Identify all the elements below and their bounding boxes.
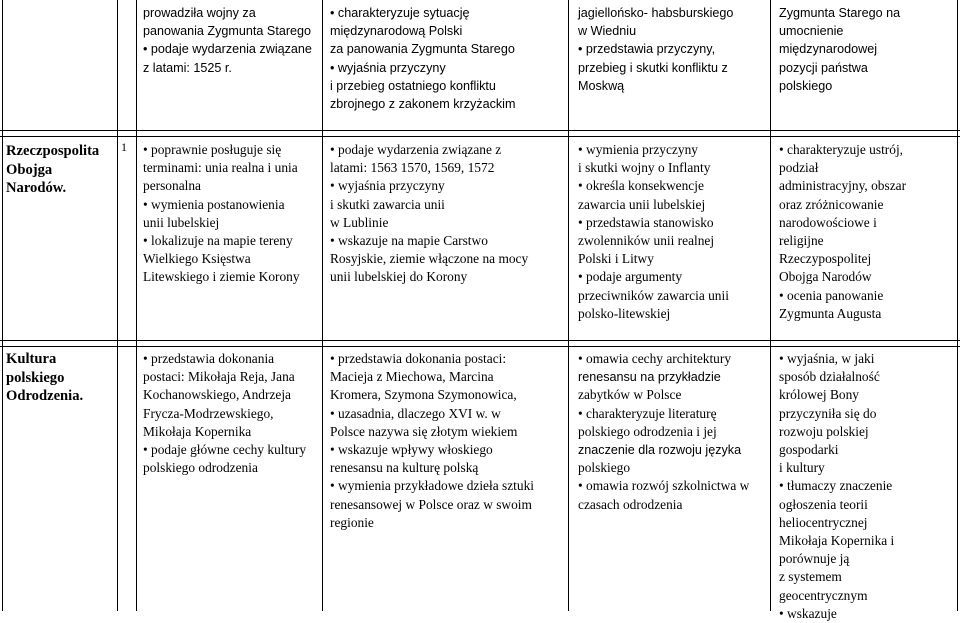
row-2-col-1 <box>143 350 321 608</box>
cell-line: królowej Bony <box>779 387 859 403</box>
row-1-col-1 <box>143 141 321 337</box>
cell-line: • charakteryzuje literaturę <box>578 405 717 421</box>
row-1-col-4 <box>779 141 955 337</box>
cell-line: z systemem <box>779 569 842 585</box>
cell-line: prowadziła wojny za <box>143 6 256 20</box>
cell-line: Wielkiego Księstwa <box>143 251 251 267</box>
row-2-col-3 <box>578 350 768 608</box>
cell-line: • lokalizuje na mapie tereny <box>143 233 293 249</box>
cell-line: postaci: Mikołaja Reja, Jana <box>143 369 295 385</box>
cell-line: międzynarodową Polski <box>330 24 463 39</box>
cell-line: zwolenników unii realnej <box>578 233 715 249</box>
cell-line: Polsce nazywa się złotym wiekiem <box>330 423 518 439</box>
cell-line: unii lubelskiej do Korony <box>330 269 468 285</box>
cell-line: • przedstawia przyczyny, <box>578 42 716 57</box>
cell-line: • wyjaśnia przyczyny <box>330 178 445 194</box>
cell-line: Polski i Litwy <box>578 251 654 267</box>
cell-line: polskiego odrodzenia <box>143 460 258 476</box>
cell-line: przebieg i skutki konfliktu z <box>578 60 728 75</box>
cell-line: międzynarodowej <box>779 42 878 57</box>
cell-line: terminami: unia realna i unia <box>143 160 298 176</box>
cell-line: • wymienia przykładowe dzieła sztuki <box>330 478 534 494</box>
cell-line: • określa konsekwencje <box>578 178 704 194</box>
cell-line: sposób działalność <box>779 369 880 385</box>
cell-line: znaczenie dla rozwoju języka <box>578 443 742 458</box>
cell-line: Mikołaja Kopernika <box>143 423 252 439</box>
cell-line: narodowościowe i <box>779 214 877 230</box>
cell-line: • wskazuje <box>779 605 837 621</box>
row-divider <box>0 130 960 131</box>
cell-line: Macieja z Miechowa, Marcina <box>330 369 494 385</box>
cell-line: rozwoju polskiej <box>779 423 869 439</box>
cell-line: przyczyniła się do <box>779 405 877 421</box>
cell-line: zabytków w Polsce <box>578 387 682 403</box>
cell-line: • przedstawia dokonania <box>143 351 275 366</box>
cell-line: • poprawnie posługuje się <box>143 142 282 157</box>
cell-line: polsko-litewskiej <box>578 305 671 321</box>
cell-line: • wskazuje na mapie Carstwo <box>330 233 488 249</box>
cell-line: Moskwą <box>578 78 625 93</box>
cell-line: renesansu na przykładzie <box>578 370 721 385</box>
cell-line: • ocenia panowanie <box>779 287 884 303</box>
hours-count: 1 <box>121 140 127 154</box>
cell-line: heliocentrycznej <box>779 514 868 530</box>
column-divider <box>957 0 958 611</box>
cell-line: • wyjaśnia przyczyny <box>330 60 446 75</box>
cell-line: podział <box>779 160 819 176</box>
cell-line: umocnienie <box>779 24 844 39</box>
row-0-col-1 <box>143 4 321 128</box>
cell-line: unii lubelskiej <box>143 214 220 230</box>
cell-line: religijne <box>779 233 824 249</box>
cell-line: Rosyjskie, ziemie włączone na mocy <box>330 251 529 267</box>
row-2-col-2 <box>330 350 567 608</box>
cell-line: polskiego odrodzenia i jej <box>578 423 717 439</box>
cell-line: za panowania Zygmunta Starego <box>330 42 515 57</box>
cell-line: porównuje ją <box>779 551 850 567</box>
cell-line: • podaje argumenty <box>578 269 683 285</box>
cell-line: Frycza-Modrzewskiego, <box>143 405 274 421</box>
cell-line: i przebieg ostatniego konfliktu <box>330 78 496 93</box>
topic-line: Odrodzenia. <box>6 388 84 405</box>
cell-line: polskiego <box>779 78 833 93</box>
row-divider <box>0 346 960 347</box>
cell-line: • podaje wydarzenia związane z <box>330 142 502 157</box>
row-0-col-2 <box>330 4 567 128</box>
cell-line: w Lublinie <box>330 214 389 230</box>
cell-line: latami: 1563 1570, 1569, 1572 <box>330 160 495 176</box>
cell-line: • charakteryzuje sytuację <box>330 6 470 20</box>
cell-line: • podaje główne cechy kultury <box>143 442 307 458</box>
cell-line: • wskazuje wpływy włoskiego <box>330 442 493 458</box>
cell-line: polskiego <box>578 460 631 476</box>
column-divider <box>117 0 118 611</box>
cell-line: renesansowej w Polsce oraz w swoim <box>330 496 532 512</box>
cell-line: panowania Zygmunta Starego <box>143 24 312 39</box>
topic-line: Narodów. <box>6 180 67 197</box>
cell-line: ogłoszenia teorii <box>779 496 868 512</box>
column-divider <box>770 0 771 611</box>
cell-line: • omawia cechy architektury <box>578 351 732 366</box>
cell-line: przeciwników zawarcia unii <box>578 287 729 303</box>
topic-line: Obojga <box>6 161 53 178</box>
topic-line: polskiego <box>6 369 65 386</box>
cell-line: Kromera, Szymona Szymonowica, <box>330 387 517 403</box>
row-1-col-2 <box>330 141 567 337</box>
column-divider <box>322 0 323 611</box>
cell-line: • przedstawia stanowisko <box>578 214 714 230</box>
topic-kultura <box>6 350 116 430</box>
row-1-col-3 <box>578 141 768 337</box>
cell-line: Kochanowskiego, Andrzeja <box>143 387 291 403</box>
cell-line: z latami: 1525 r. <box>143 60 232 75</box>
cell-line: regionie <box>330 514 374 530</box>
row-2-col-4 <box>779 350 955 621</box>
cell-line: • wymienia postanowienia <box>143 196 285 212</box>
cell-line: • omawia rozwój szkolnictwa w <box>578 478 750 494</box>
cell-line: gospodarki <box>779 442 839 458</box>
cell-line: • tłumaczy znaczenie <box>779 478 893 494</box>
cell-line: geocentrycznym <box>779 587 868 603</box>
row-0-col-3 <box>578 4 768 128</box>
cell-line: pozycji państwa <box>779 60 868 75</box>
cell-line: Zygmunta Starego na <box>779 6 901 20</box>
cell-line: i skutki wojny o Inflanty <box>578 160 711 176</box>
cell-line: • podaje wydarzenia związane <box>143 42 312 57</box>
cell-line: czasach odrodzenia <box>578 496 683 512</box>
cell-line: w Wiedniu <box>578 24 637 39</box>
cell-line: Mikołaja Kopernika i <box>779 533 895 549</box>
column-divider <box>136 0 137 611</box>
cell-line: • wyjaśnia, w jaki <box>779 351 875 366</box>
cell-line: zawarcia unii lubelskiej <box>578 196 706 212</box>
column-divider <box>2 0 3 611</box>
cell-line: • przedstawia dokonania postaci: <box>330 351 507 366</box>
cell-line: • charakteryzuje ustrój, <box>779 142 904 157</box>
cell-line: Obojga Narodów <box>779 269 872 285</box>
cell-line: • wymienia przyczyny <box>578 142 698 157</box>
topic-rzeczpospolita <box>6 142 116 222</box>
cell-line: • uzasadnia, dlaczego XVI w. w <box>330 405 501 421</box>
cell-line: jagiellońsko- habsburskiego <box>578 6 734 20</box>
column-divider <box>568 0 569 611</box>
row-divider <box>0 340 960 341</box>
cell-line: zbrojnego z zakonem krzyżackim <box>330 97 516 112</box>
row-0-col-4 <box>779 4 955 128</box>
cell-line: i kultury <box>779 460 825 476</box>
cell-line: Zygmunta Augusta <box>779 305 882 321</box>
cell-line: Litewskiego i ziemie Korony <box>143 269 300 285</box>
row-divider <box>0 136 960 137</box>
cell-line: i skutki zawarcia unii <box>330 196 445 212</box>
cell-line: administracyjny, obszar <box>779 178 907 194</box>
cell-line: renesansu na kulturę polską <box>330 460 479 476</box>
topic-line: Rzeczpospolita <box>6 143 100 159</box>
cell-line: personalna <box>143 178 202 194</box>
topic-line: Kultura <box>6 351 57 367</box>
cell-line: Rzeczypospolitej <box>779 251 872 267</box>
cell-line: oraz zróżnicowanie <box>779 196 884 212</box>
